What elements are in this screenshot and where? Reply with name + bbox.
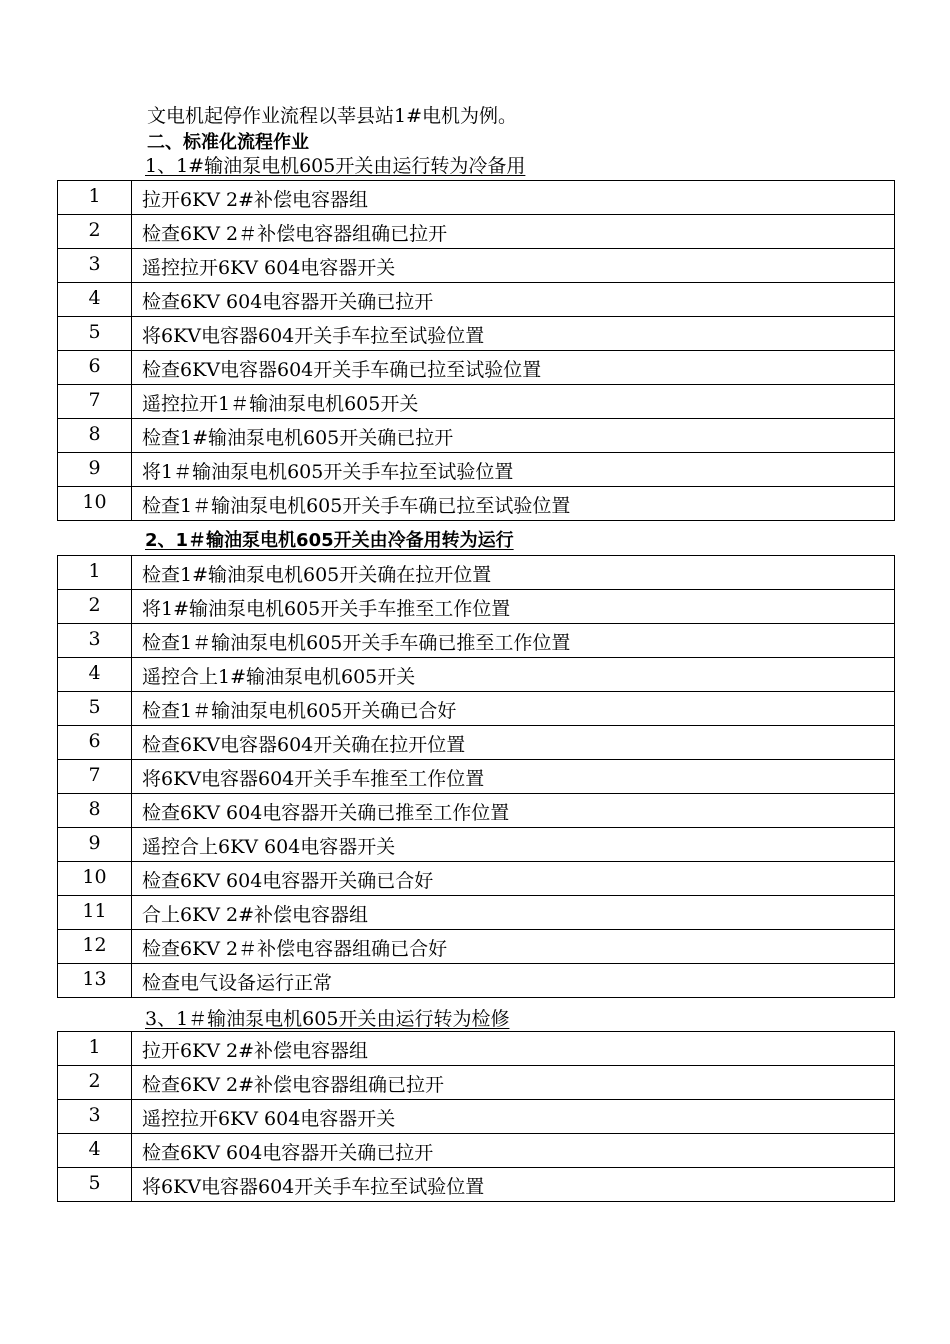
step-number: 4 [58, 658, 132, 692]
table-row [58, 658, 895, 692]
step-number: 6 [58, 351, 132, 385]
table-row [58, 181, 895, 215]
table-row [58, 283, 895, 317]
step-number: 12 [58, 930, 132, 964]
step-text: 检查电气设备运行正常 [132, 964, 895, 998]
step-number: 10 [58, 862, 132, 896]
step-text: 拉开6KV 2#补偿电容器组 [132, 1032, 895, 1066]
step-number: 5 [58, 692, 132, 726]
step-text: 检查1#输油泵电机605开关确在拉开位置 [132, 556, 895, 590]
step-text: 遥控合上6KV 604电容器开关 [132, 828, 895, 862]
table-row [58, 453, 895, 487]
step-text: 将1#输油泵电机605开关手车推至工作位置 [132, 590, 895, 624]
step-text: 检查6KV 2＃补偿电容器组确已合好 [132, 930, 895, 964]
table-row [58, 351, 895, 385]
section-heading: 二、标准化流程作业 [147, 132, 309, 153]
step-text: 检查6KV 604电容器开关确已合好 [132, 862, 895, 896]
step-number: 9 [58, 453, 132, 487]
step-number: 6 [58, 726, 132, 760]
step-text: 遥控合上1#输油泵电机605开关 [132, 658, 895, 692]
step-number: 3 [58, 1100, 132, 1134]
section-3-table [57, 1031, 895, 1202]
table-row [58, 317, 895, 351]
table-row [58, 930, 895, 964]
table-row [58, 828, 895, 862]
table-row [58, 862, 895, 896]
section-1-title: 1、1#输油泵电机605开关由运行转为冷备用 [145, 155, 526, 177]
section-1-table [57, 180, 895, 521]
step-text: 检查6KV 604电容器开关确已拉开 [132, 1134, 895, 1168]
table-row [58, 249, 895, 283]
step-text: 将6KV电容器604开关手车拉至试验位置 [132, 317, 895, 351]
step-text: 检查6KV电容器604开关确在拉开位置 [132, 726, 895, 760]
step-text: 检查1＃输油泵电机605开关手车确已拉至试验位置 [132, 487, 895, 521]
step-text: 检查1＃输油泵电机605开关确已合好 [132, 692, 895, 726]
step-number: 7 [58, 760, 132, 794]
step-text: 遥控拉开1＃输油泵电机605开关 [132, 385, 895, 419]
step-text: 检查6KV电容器604开关手车确已拉至试验位置 [132, 351, 895, 385]
step-text: 检查6KV 604电容器开关确已推至工作位置 [132, 794, 895, 828]
step-text: 拉开6KV 2#补偿电容器组 [132, 181, 895, 215]
step-number: 13 [58, 964, 132, 998]
step-number: 3 [58, 624, 132, 658]
table-row [58, 726, 895, 760]
section-2-table [57, 555, 895, 998]
step-text: 检查6KV 2#补偿电容器组确已拉开 [132, 1066, 895, 1100]
step-number: 2 [58, 590, 132, 624]
step-number: 3 [58, 249, 132, 283]
table-row [58, 556, 895, 590]
table-row [58, 896, 895, 930]
table-row [58, 1134, 895, 1168]
table-row [58, 692, 895, 726]
step-text: 检查6KV 2＃补偿电容器组确已拉开 [132, 215, 895, 249]
step-number: 8 [58, 794, 132, 828]
step-number: 1 [58, 181, 132, 215]
step-number: 4 [58, 1134, 132, 1168]
table-row [58, 385, 895, 419]
table-row [58, 1066, 895, 1100]
table-row [58, 487, 895, 521]
step-number: 11 [58, 896, 132, 930]
table-row [58, 590, 895, 624]
step-text: 将6KV电容器604开关手车拉至试验位置 [132, 1168, 895, 1202]
section-3-title: 3、1＃输油泵电机605开关由运行转为检修 [145, 1008, 510, 1030]
table-row [58, 794, 895, 828]
step-text: 将6KV电容器604开关手车推至工作位置 [132, 760, 895, 794]
step-number: 7 [58, 385, 132, 419]
table-row [58, 419, 895, 453]
step-number: 2 [58, 1066, 132, 1100]
table-row [58, 1100, 895, 1134]
table-row [58, 964, 895, 998]
step-text: 检查1＃输油泵电机605开关手车确已推至工作位置 [132, 624, 895, 658]
step-number: 4 [58, 283, 132, 317]
table-row [58, 1168, 895, 1202]
step-text: 检查6KV 604电容器开关确已拉开 [132, 283, 895, 317]
step-number: 9 [58, 828, 132, 862]
table-row [58, 1032, 895, 1066]
intro-text: 文电机起停作业流程以莘县站1#电机为例。 [147, 105, 518, 127]
step-number: 8 [58, 419, 132, 453]
step-text: 遥控拉开6KV 604电容器开关 [132, 1100, 895, 1134]
step-number: 5 [58, 317, 132, 351]
table-row [58, 760, 895, 794]
step-number: 5 [58, 1168, 132, 1202]
step-text: 遥控拉开6KV 604电容器开关 [132, 249, 895, 283]
step-text: 检查1#输油泵电机605开关确已拉开 [132, 419, 895, 453]
step-number: 2 [58, 215, 132, 249]
table-row [58, 624, 895, 658]
section-2-title: 2、1＃输油泵电机605开关由冷备用转为运行 [145, 530, 514, 551]
step-number: 1 [58, 1032, 132, 1066]
table-row [58, 215, 895, 249]
step-number: 1 [58, 556, 132, 590]
step-text: 将1＃输油泵电机605开关手车拉至试验位置 [132, 453, 895, 487]
step-number: 10 [58, 487, 132, 521]
step-text: 合上6KV 2#补偿电容器组 [132, 896, 895, 930]
